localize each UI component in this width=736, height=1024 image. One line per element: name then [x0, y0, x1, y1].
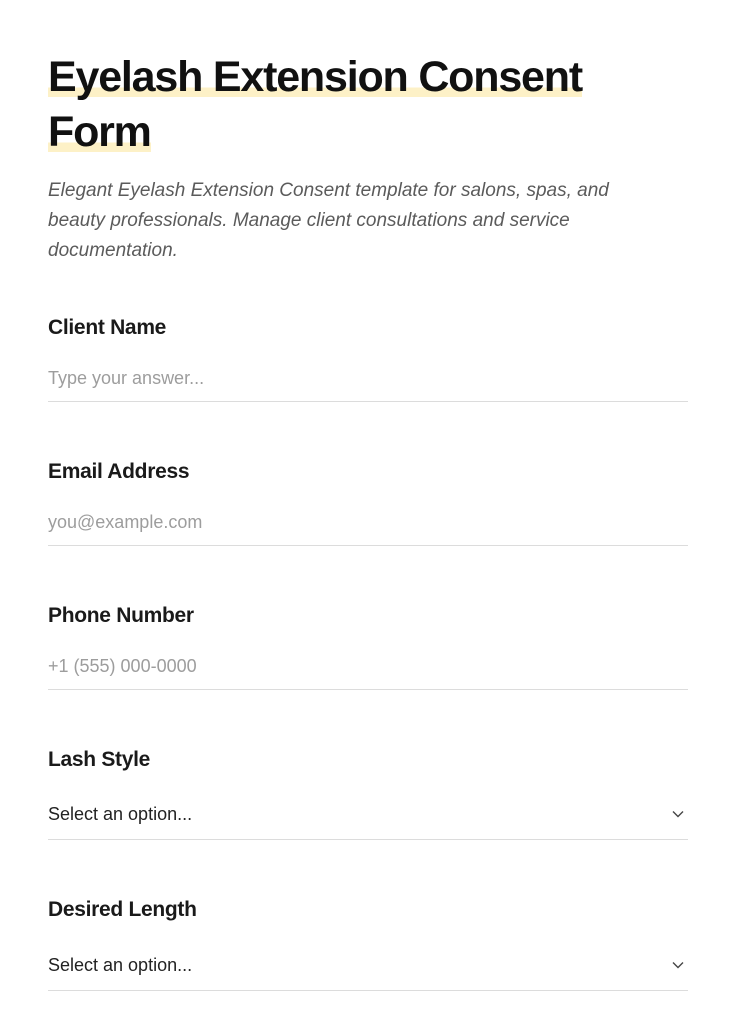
chevron-down-icon: [672, 959, 684, 971]
desired-length-field: [48, 896, 688, 991]
phone-input[interactable]: [48, 656, 688, 690]
client-name-field: [48, 314, 688, 402]
lash-style-value: Select an option...: [48, 804, 193, 824]
desired-length-value: Select an option...: [48, 955, 193, 975]
page-title: [48, 50, 688, 160]
lash-style-field: [48, 746, 688, 840]
chevron-down-icon: [672, 808, 684, 820]
email-input[interactable]: [48, 512, 688, 546]
desired-length-label: Desired Length: [48, 898, 197, 921]
email-field: [48, 458, 688, 546]
email-label: Email Address: [48, 460, 190, 483]
client-name-input[interactable]: [48, 368, 688, 402]
lash-style-label: Lash Style: [48, 748, 151, 771]
client-name-label: Client Name: [48, 316, 167, 339]
page-title-text: Eyelash Extension Consent Form: [48, 53, 582, 156]
desired-length-select[interactable]: [48, 955, 688, 991]
form-description: Elegant Eyelash Extension Consent template for salons, spas, and beauty professionals. Manage client consultations and service documentation.: [48, 180, 609, 261]
phone-label: Phone Number: [48, 604, 194, 627]
consent-form: [48, 0, 688, 991]
phone-field: [48, 602, 688, 690]
lash-style-select[interactable]: [48, 804, 688, 840]
